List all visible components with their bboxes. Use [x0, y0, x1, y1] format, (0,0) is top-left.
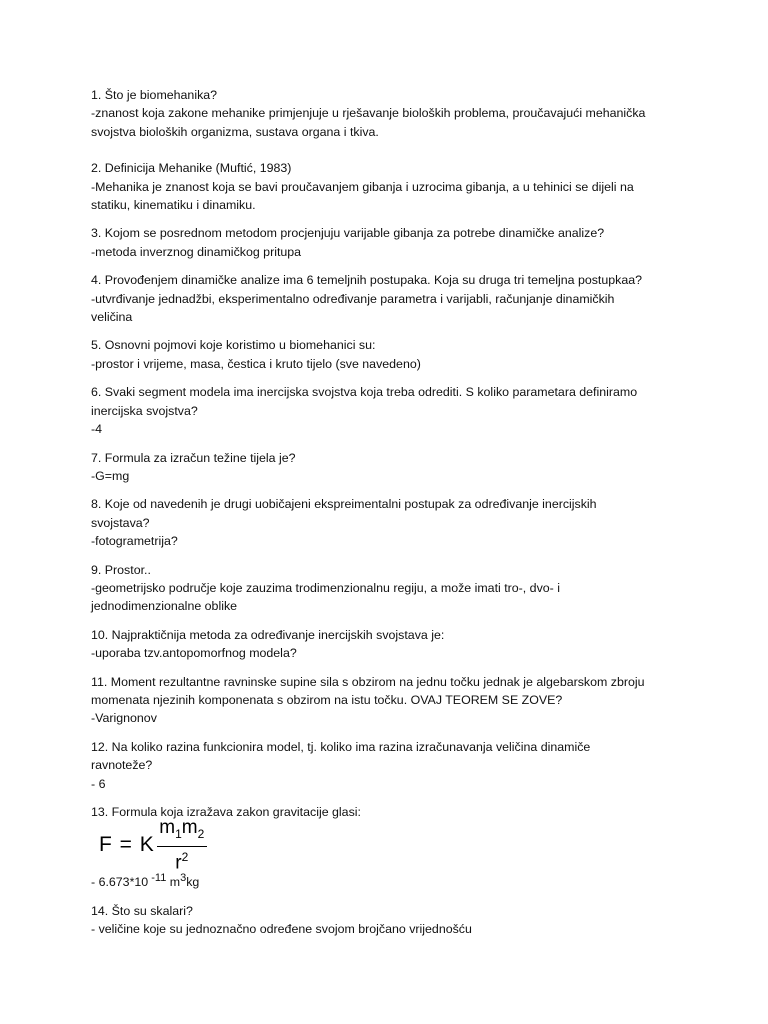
question-4 [91, 271, 691, 326]
question-13 [91, 803, 691, 892]
question-text: 11. Moment rezultantne ravninske supine sila s obzirom na jednu točku jednak je algebarskom zbroju [91, 674, 645, 689]
constant-unit: m [166, 875, 181, 890]
question-12 [91, 738, 691, 793]
question-2 [91, 159, 691, 214]
question-3 [91, 224, 691, 261]
gravitation-formula [99, 817, 691, 874]
answer-text [91, 869, 691, 892]
answer-text: statiku, kinematiku i dinamiku. [91, 198, 256, 213]
question-text: ravnoteže? [91, 758, 153, 773]
answer-text: -prostor i vrijeme, masa, čestica i kruto tijelo (sve navedeno) [91, 356, 421, 371]
formula-m1: m [159, 817, 176, 839]
formula-sub1: 1 [175, 826, 182, 841]
formula-numerator [159, 818, 204, 844]
constant-unit-exp: 3 [180, 872, 187, 885]
question-text: 5. Osnovni pojmovi koje koristimo u biomehanici su: [91, 338, 376, 353]
answer-text: jednodimenzionalne oblike [91, 599, 238, 614]
answer-text: -4 [91, 422, 103, 437]
question-9 [91, 561, 691, 616]
question-text: 3. Kojom se posrednom metodom procjenjuju varijable gibanja za potrebe dinamičke analize? [91, 226, 605, 241]
answer-text: -utvrđivanje jednadžbi, eksperimentalno određivanje parametra i varijabli, računjanje dinamičkih [91, 291, 615, 306]
question-5 [91, 336, 691, 373]
answer-text: -geometrijsko područje koje zauzima trodimenzionalnu regiju, a može imati tro-, dvo- i [91, 580, 560, 595]
constant-exp: -11 [148, 872, 167, 885]
formula-r-exp: 2 [181, 850, 189, 865]
question-7 [91, 449, 691, 486]
answer-text: -uporaba tzv.antopomorfnog modela? [91, 646, 297, 661]
question-text: 8. Koje od navedenih je drugi uobičajeni ekspreimentalni postupak za određivanje inercijskih [91, 497, 597, 512]
answer-text: veličina [91, 310, 133, 325]
question-6 [91, 383, 691, 438]
formula-m2: m [181, 817, 198, 839]
answer-text: -Varignonov [91, 711, 157, 726]
question-text: 7. Formula za izračun težine tijela je? [91, 450, 296, 465]
answer-text: - 6 [91, 776, 106, 791]
answer-text: -G=mg [91, 468, 130, 483]
answer-text: -fotogrametrija? [91, 534, 178, 549]
question-14 [91, 902, 691, 939]
formula-r: r [175, 852, 182, 874]
fraction-bar [157, 846, 207, 848]
answer-text: -metoda inverznog dinamičkog pritupa [91, 244, 302, 259]
question-11 [91, 673, 691, 728]
question-1 [91, 86, 691, 141]
question-text: 1. Što je biomehanika? [91, 88, 218, 102]
formula-sub2: 2 [197, 826, 205, 841]
constant-value: - 6.673*10 [91, 875, 149, 890]
constant-unit-tail: kg [186, 875, 200, 890]
question-text: 2. Definicija Mehanike (Muftić, 1983) [91, 161, 292, 176]
question-text: 4. Provođenjem dinamičke analize ima 6 temeljnih postupaka. Koja su druga tri temeljna postupkaa? [91, 273, 643, 288]
question-text: 6. Svaki segment modela ima inercijska svojstva koja treba odrediti. S koliko parametara definiramo [91, 385, 638, 400]
question-text: 13. Formula koja izražava zakon gravitacije glasi: [91, 805, 361, 819]
answer-text: -Mehanika je znanost koja se bavi proučavanjem gibanja i uzrocima gibanja, a u tehinici se dijeli na [91, 179, 634, 194]
question-text: svojstava? [91, 515, 150, 530]
question-text: 12. Na koliko razina funkcionira model, tj. koliko ima razina izračunavanja veličina dinamiče [91, 739, 591, 754]
question-text: momenata njezinih komponenata s obzirom na istu točku. OVAJ TEOREM SE ZOVE? [91, 692, 563, 707]
question-10 [91, 626, 691, 663]
formula-fraction [157, 818, 207, 873]
answer-text: -znanost koja zakone mehanike primjenjuje u rješavanje bioloških problema, proučavajući mehanička [91, 106, 646, 121]
formula-lhs: F = K [99, 833, 155, 857]
question-text: 9. Prostor.. [91, 562, 151, 577]
question-text: 10. Najpraktičnija metoda za određivanje inercijskih svojstava je: [91, 627, 445, 642]
question-text: inercijska svojstva? [91, 403, 198, 418]
answer-text: svojstva bioloških organizma, sustava organa i tkiva. [91, 124, 379, 139]
answer-text: - veličine koje su jednoznačno određene svojom brojčano vrijednošću [91, 922, 472, 937]
question-text: 14. Što su skalari? [91, 903, 193, 918]
document-page [91, 86, 691, 939]
question-8 [91, 495, 691, 550]
